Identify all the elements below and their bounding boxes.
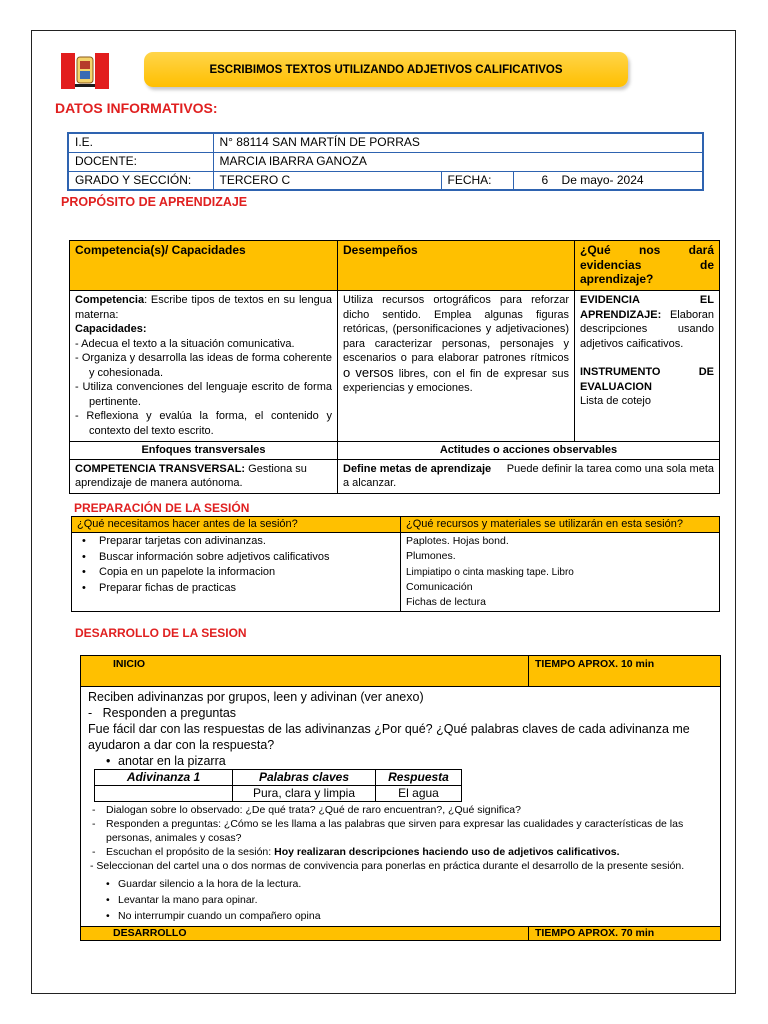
metas-label: Define metas de aprendizaje xyxy=(343,462,492,475)
adivinanza-cell xyxy=(95,786,233,802)
desarrollo-table xyxy=(80,655,721,941)
respuesta-cell: El agua xyxy=(376,786,462,802)
list-item: - Utiliza convenciones del lenguaje escrito de forma pertinente. xyxy=(75,381,332,408)
competencia-transversal-cell xyxy=(70,459,338,493)
enfoques-header: Enfoques transversales xyxy=(70,442,338,460)
list-item: • Buscar información sobre adjetivos calificativos xyxy=(77,550,395,566)
norma-item: • No interrumpir cuando un compañero opina xyxy=(88,908,713,924)
tiempo-inicio: TIEMPO APROX. 10 min xyxy=(529,656,721,687)
preparacion-heading: PREPARACIÓN DE LA SESIÓN xyxy=(74,501,250,515)
proposito-heading: PROPÓSITO DE APRENDIZAJE xyxy=(61,195,248,209)
competencia-cell xyxy=(70,291,338,442)
palabras-header: Palabras claves xyxy=(233,770,376,786)
list-item: - Adecua el texto a la situación comunicativa. xyxy=(75,337,295,350)
desempeno-text-end: libres, con el fin de expresar sus experiencias y emociones. xyxy=(343,367,569,394)
selecciona-item: - Seleccionan del cartel una o dos normas de convivencia para ponerlas en práctica durante el desarrollo de la presente sesión. xyxy=(90,860,685,872)
fecha-value xyxy=(513,171,703,190)
school-flag-logo-icon xyxy=(61,53,109,89)
competencia-text: : Escribe tipos de textos en su lengua materna: xyxy=(75,294,332,321)
desarrollo-heading: DESARROLLO DE LA SESION xyxy=(75,626,247,640)
inicio-header: INICIO xyxy=(81,656,529,687)
datos-table xyxy=(67,132,704,191)
list-item: Paplotes. Hojas bond. xyxy=(406,535,509,547)
instrumento-text: Lista de cotejo xyxy=(580,395,651,407)
metas-cell xyxy=(338,459,720,493)
actitudes-header: Actitudes o acciones observables xyxy=(338,442,720,460)
adivinanza-header: Adivinanza 1 xyxy=(95,770,233,786)
antes-cell xyxy=(72,533,401,612)
docente-value: MARCIA IBARRA GANOZA xyxy=(213,152,703,171)
adivinanza-table xyxy=(94,769,462,802)
datos-heading: DATOS INFORMATIVOS: xyxy=(55,100,218,116)
grado-value: TERCERO C xyxy=(213,171,441,190)
antes-header: ¿Qué necesitamos hacer antes de la sesión? xyxy=(72,517,401,533)
respuesta-header: Respuesta xyxy=(376,770,462,786)
norma-item: • Guardar silencio a la hora de la lectura. xyxy=(88,876,713,892)
ct-label: COMPETENCIA TRANSVERSAL: xyxy=(75,462,246,475)
ie-value: N° 88114 SAN MARTÍN DE PORRAS xyxy=(213,133,703,152)
inicio-body xyxy=(81,687,721,927)
grado-label: GRADO Y SECCIÓN: xyxy=(68,171,213,190)
recursos-header: ¿Qué recursos y materiales se utilizarán en esta sesión? xyxy=(401,517,720,533)
fecha-label: FECHA: xyxy=(441,171,513,190)
list-item: • Preparar fichas de practicas xyxy=(77,581,395,597)
capacidades-label: Capacidades: xyxy=(75,323,147,335)
recursos-cell xyxy=(401,533,720,612)
fecha-month-year: De mayo- 2024 xyxy=(561,172,644,187)
evidencia-cell xyxy=(575,291,720,442)
metas-text: Puede definir la tarea como una sola meta a alcanzar. xyxy=(343,462,718,489)
ct-text: Gestiona su aprendizaje de manera autónoma. xyxy=(75,462,307,489)
desempeno-versos: versos xyxy=(355,364,394,380)
inicio-line-4: • anotar en la pizarra xyxy=(88,753,713,769)
antes-list xyxy=(77,534,395,596)
preparacion-table xyxy=(71,516,720,612)
inicio-line-2: - Responden a preguntas xyxy=(88,706,237,720)
inicio-line-1: Reciben adivinanzas por grupos, leen y adivinan (ver anexo) xyxy=(88,690,424,704)
evidencia-label: EVIDENCIA EL APRENDIZAJE: xyxy=(580,294,714,321)
list-item: Limpiatipo o cinta masking tape. Libro xyxy=(406,566,574,578)
fecha-day: 6 xyxy=(541,172,549,187)
proposito-text: Escuchan el propósito de la sesión: xyxy=(106,846,275,858)
desempeno-o: o xyxy=(343,364,351,380)
list-item: Fichas de lectura xyxy=(406,596,486,609)
list-item: • Preparar tarjetas con adivinanzas. xyxy=(77,534,395,550)
competencia-table xyxy=(69,240,720,494)
evidencias-header: ¿Qué nos dará evidencias de aprendizaje? xyxy=(575,241,720,291)
capacidades-list xyxy=(75,337,332,439)
instrumento-label: INSTRUMENTO DE EVALUACION xyxy=(580,366,714,393)
page-title: ESCRIBIMOS TEXTOS UTILIZANDO ADJETIVOS CALIFICATIVOS xyxy=(144,52,628,87)
competencias-header: Competencia(s)/ Capacidades xyxy=(70,241,338,291)
desempenos-header: Desempeños xyxy=(338,241,575,291)
list-item: - Reflexiona y evalúa la forma, el contenido y contexto del texto escrito. xyxy=(75,410,332,437)
desempeno-cell xyxy=(338,291,575,442)
norma-item: • Levantar la mano para opinar. xyxy=(88,892,713,908)
list-item: - Organiza y desarrolla las ideas de forma coherente y cohesionada. xyxy=(75,352,332,379)
desarrollo-header: DESARROLLO xyxy=(81,927,529,941)
list-item: • Copia en un papelote la informacion xyxy=(77,565,395,581)
competencia-label: Competencia xyxy=(75,294,145,306)
proposito-item xyxy=(88,845,713,859)
inicio-line-3: Fue fácil dar con las respuestas de las adivinanzas ¿Por qué? ¿Qué palabras claves de cada adivinanza me ayudaron a dar con la respuesta? xyxy=(88,722,690,752)
evidencia-text: Elaboran descripciones usando adjetivos caificativos. xyxy=(580,308,714,350)
proposito-bold: Hoy realizaran descripciones haciendo uso de adjetivos calificativos. xyxy=(274,846,620,858)
dialogan-item: - Dialogan sobre lo observado: ¿De qué trata? ¿Qué de raro encuentran?, ¿Qué significa? xyxy=(88,803,713,817)
ie-label: I.E. xyxy=(68,133,213,152)
list-item: Comunicación xyxy=(406,580,473,593)
tiempo-desarrollo: TIEMPO APROX. 70 min xyxy=(529,927,721,941)
docente-label: DOCENTE: xyxy=(68,152,213,171)
desempeno-text: Utiliza recursos ortográficos para reforzar dicho sentido. Emplea algunas figuras retóricas, (personificaciones y adjetivaciones) para caracterizar personas, personajes y escenarios o para elaborar patrones rítmicos xyxy=(343,294,569,364)
list-item: Plumones. xyxy=(406,550,456,563)
responden-item: - Responden a preguntas: ¿Cómo se les llama a las palabras que sirven para expresar las cualidades y características de las personas, animales y cosas? xyxy=(88,817,713,845)
palabras-cell: Pura, clara y limpia xyxy=(233,786,376,802)
